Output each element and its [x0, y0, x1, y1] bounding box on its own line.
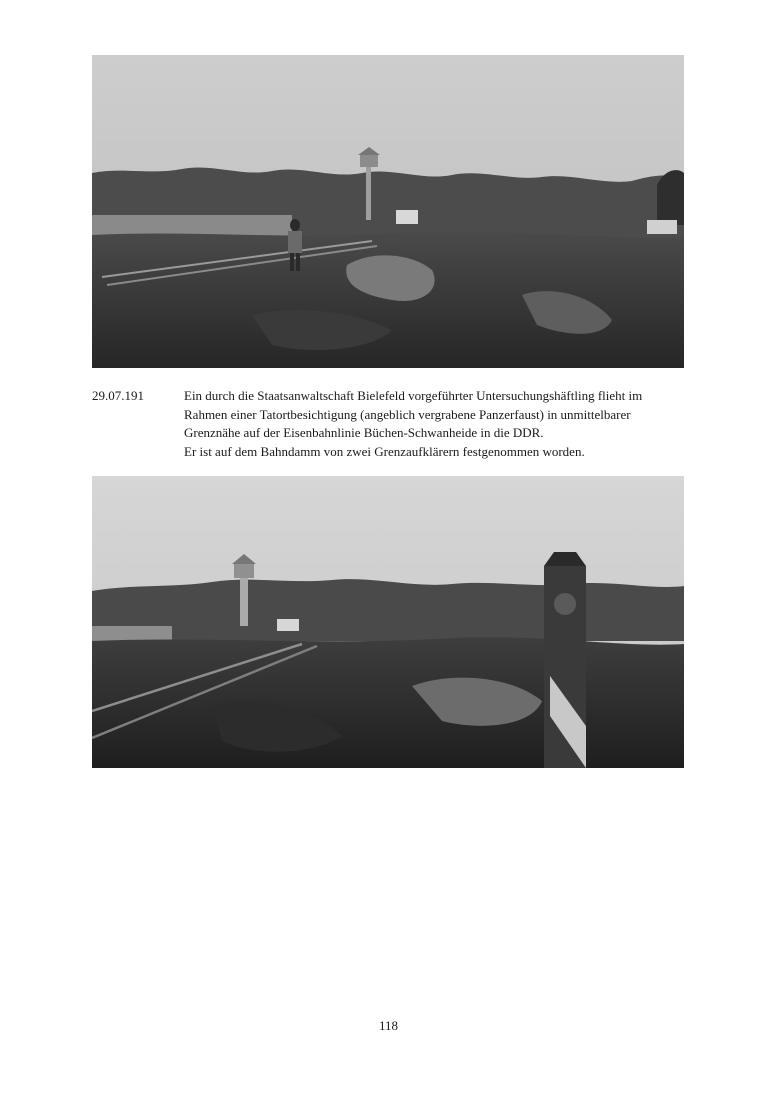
caption-line: Rahmen einer Tatortbesichtigung (angeblich vergrabene Panzerfaust) in unmittelbarer [184, 406, 631, 422]
page-number: 118 [378, 1018, 399, 1033]
caption-line: Er ist auf dem Bahndamm von zwei Grenzaufklärern festgenommen worden. [184, 443, 585, 459]
photo-top-image [92, 55, 684, 368]
photo-bottom-image [92, 476, 684, 768]
caption-line: Grenznähe auf der Eisenbahnlinie Büchen-Schwanheide in die DDR. [184, 425, 544, 440]
caption-line: Ein durch die Staatsanwaltschaft Bielefeld vorgeführter Untersuchungshäftling flieht im [184, 388, 643, 403]
photo-top [92, 55, 684, 368]
photo-bottom [92, 476, 684, 768]
caption-date: 29.07.191 [92, 388, 144, 403]
caption-text [184, 387, 690, 461]
